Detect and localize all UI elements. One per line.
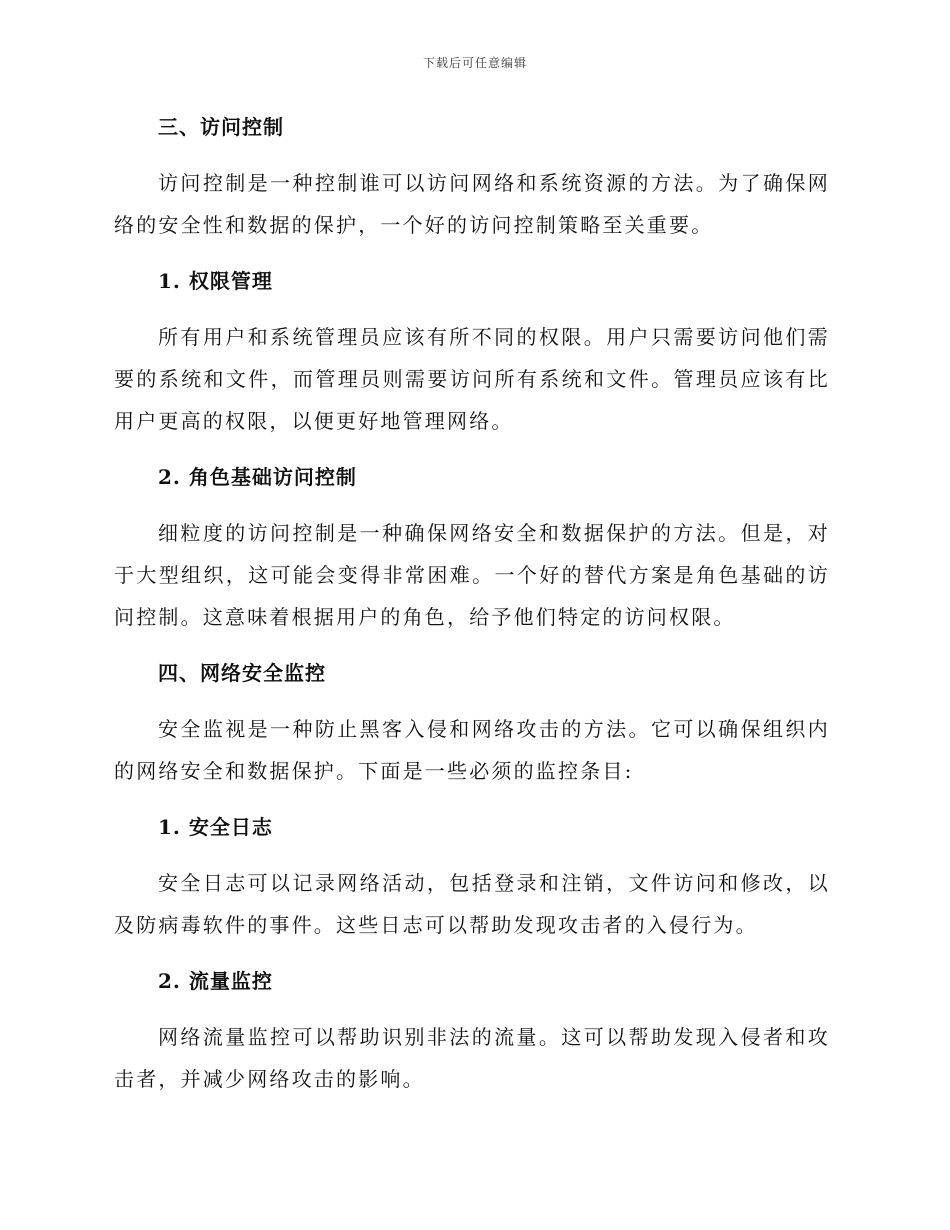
paragraph-role-based-access: 细粒度的访问控制是一种确保网络安全和数据保护的方法。但是，对于大型组织，这可能会变得非常困难。一个好的替代方案是角色基础的访问控制。这意味着根据用户的角色，给予他们特定的访问权限。 [114,521,830,629]
paragraph-security-monitoring: 安全监视是一种防止黑客入侵和网络攻击的方法。它可以确保组织内的网络安全和数据保护。下面是一些必须的监控条目: [114,717,830,783]
subheading-traffic-monitoring: 2. 流量监控 [158,969,273,993]
header-note: 下载后可任意编辑 [422,56,527,70]
paragraph-traffic-monitoring: 网络流量监控可以帮助识别非法的流量。这可以帮助发现入侵者和攻击者，并减少网络攻击的影响。 [114,1025,830,1091]
subheading-security-logs: 1. 安全日志 [158,815,273,839]
paragraph-access-control: 访问控制是一种控制谁可以访问网络和系统资源的方法。为了确保网络的安全性和数据的保护，一个好的访问控制策略至关重要。 [114,171,830,237]
paragraph-security-logs: 安全日志可以记录网络活动，包括登录和注销，文件访问和修改，以及防病毒软件的事件。这些日志可以帮助发现攻击者的入侵行为。 [114,871,830,937]
subheading-permission-management: 1. 权限管理 [158,269,273,293]
document-body [114,110,830,1100]
subheading-role-based-access: 2. 角色基础访问控制 [158,465,357,489]
paragraph-permission-management: 所有用户和系统管理员应该有所不同的权限。用户只需要访问他们需要的系统和文件，而管理员则需要访问所有系统和文件。管理员应该有比用户更高的权限，以便更好地管理网络。 [114,325,830,433]
section-heading-access-control: 三、访问控制 [158,115,284,139]
section-heading-security-monitoring: 四、网络安全监控 [158,661,326,685]
